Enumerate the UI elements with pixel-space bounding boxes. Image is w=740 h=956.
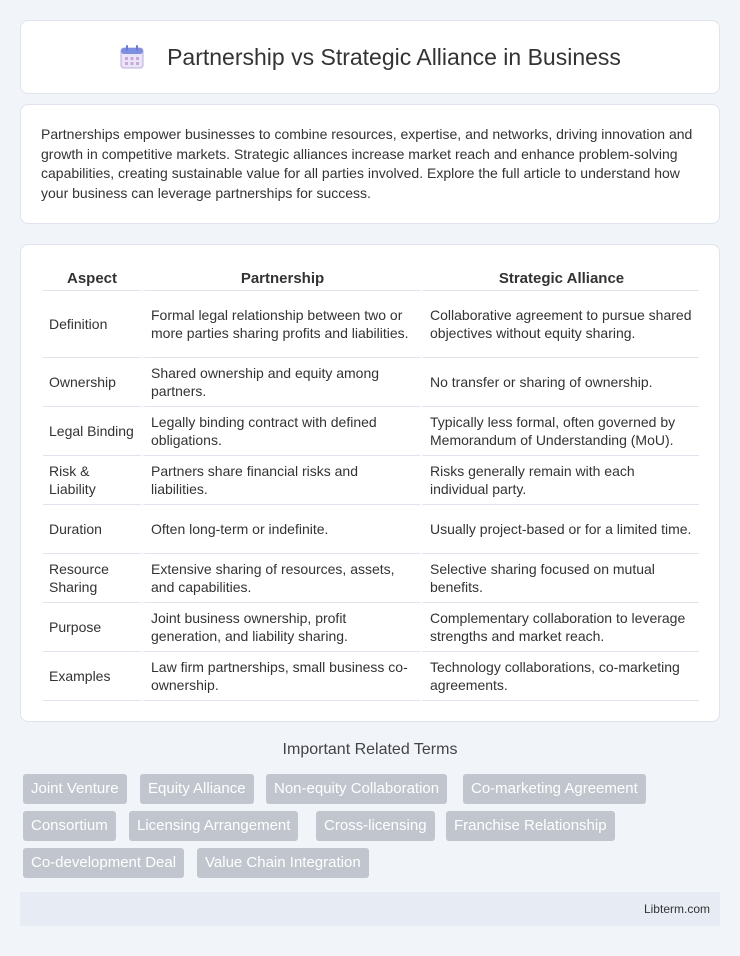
row-aspect: Purpose <box>43 603 141 652</box>
tag-joint-venture[interactable]: Joint Venture <box>23 774 127 804</box>
table-row <box>43 358 699 407</box>
table-row <box>43 603 699 652</box>
row-alliance: Collaborative agreement to pursue shared objectives without equity sharing. <box>420 291 699 358</box>
row-aspect: Examples <box>43 652 141 701</box>
related-terms-title: Important Related Terms <box>282 741 458 758</box>
tag-licensing-arrangement[interactable]: Licensing Arrangement <box>129 811 298 841</box>
tag-cross-licensing[interactable]: Cross-licensing <box>316 811 435 841</box>
footer <box>20 892 720 926</box>
page-title: Partnership vs Strategic Alliance in Business <box>167 43 621 70</box>
calendar-icon <box>119 44 145 70</box>
tag-franchise-relationship[interactable]: Franchise Relationship <box>446 811 615 841</box>
row-alliance: Selective sharing focused on mutual benefits. <box>420 554 699 603</box>
row-alliance: Usually project-based or for a limited time. <box>420 505 699 554</box>
row-aspect: Definition <box>43 291 141 358</box>
row-partnership: Joint business ownership, profit generation, and liability sharing. <box>141 603 420 652</box>
table-row <box>43 456 699 505</box>
row-alliance: Typically less formal, often governed by Memorandum of Understanding (MoU). <box>420 407 699 456</box>
comparison-card <box>20 244 720 722</box>
header-partnership: Partnership <box>141 265 420 291</box>
row-alliance: Technology collaborations, co-marketing agreements. <box>420 652 699 701</box>
table-row <box>43 505 699 554</box>
row-aspect: Risk & Liability <box>43 456 141 505</box>
row-partnership: Shared ownership and equity among partners. <box>141 358 420 407</box>
comparison-table <box>43 265 699 701</box>
row-partnership: Often long-term or indefinite. <box>141 505 420 554</box>
row-alliance: No transfer or sharing of ownership. <box>420 358 699 407</box>
row-alliance: Risks generally remain with each individual party. <box>420 456 699 505</box>
tag-equity-alliance[interactable]: Equity Alliance <box>140 774 254 804</box>
tag-co-marketing-agreement[interactable]: Co-marketing Agreement <box>463 774 646 804</box>
row-aspect: Resource Sharing <box>43 554 141 603</box>
row-alliance: Complementary collaboration to leverage strengths and market reach. <box>420 603 699 652</box>
footer-site-link[interactable]: Libterm.com <box>643 902 710 916</box>
table-header-row <box>43 265 699 291</box>
tag-value-chain-integration[interactable]: Value Chain Integration <box>197 848 369 878</box>
row-partnership: Legally binding contract with defined obligations. <box>141 407 420 456</box>
row-aspect: Duration <box>43 505 141 554</box>
row-aspect: Ownership <box>43 358 141 407</box>
header-strategic-alliance: Strategic Alliance <box>420 265 699 291</box>
intro-text: Partnerships empower businesses to combine resources, expertise, and networks, driving innovation and growth in competitive markets. Strategic alliances increase market reach and enhance problem-solving capabilities, creating sustainable value for all parties involved. Explore the full article to understand how your business can leverage partnerships for success. <box>41 126 693 201</box>
table-row <box>43 554 699 603</box>
tag-non-equity-collaboration[interactable]: Non-equity Collaboration <box>266 774 447 804</box>
header-aspect: Aspect <box>43 265 141 291</box>
header-card <box>20 20 720 94</box>
tag-consortium[interactable]: Consortium <box>23 811 116 841</box>
intro-card <box>20 104 720 224</box>
row-partnership: Extensive sharing of resources, assets, and capabilities. <box>141 554 420 603</box>
tag-co-development-deal[interactable]: Co-development Deal <box>23 848 184 878</box>
row-partnership: Partners share financial risks and liabilities. <box>141 456 420 505</box>
table-row <box>43 407 699 456</box>
row-partnership: Formal legal relationship between two or more parties sharing profits and liabilities. <box>141 291 420 358</box>
table-row <box>43 652 699 701</box>
row-aspect: Legal Binding <box>43 407 141 456</box>
table-row <box>43 291 699 358</box>
row-partnership: Law firm partnerships, small business co-ownership. <box>141 652 420 701</box>
